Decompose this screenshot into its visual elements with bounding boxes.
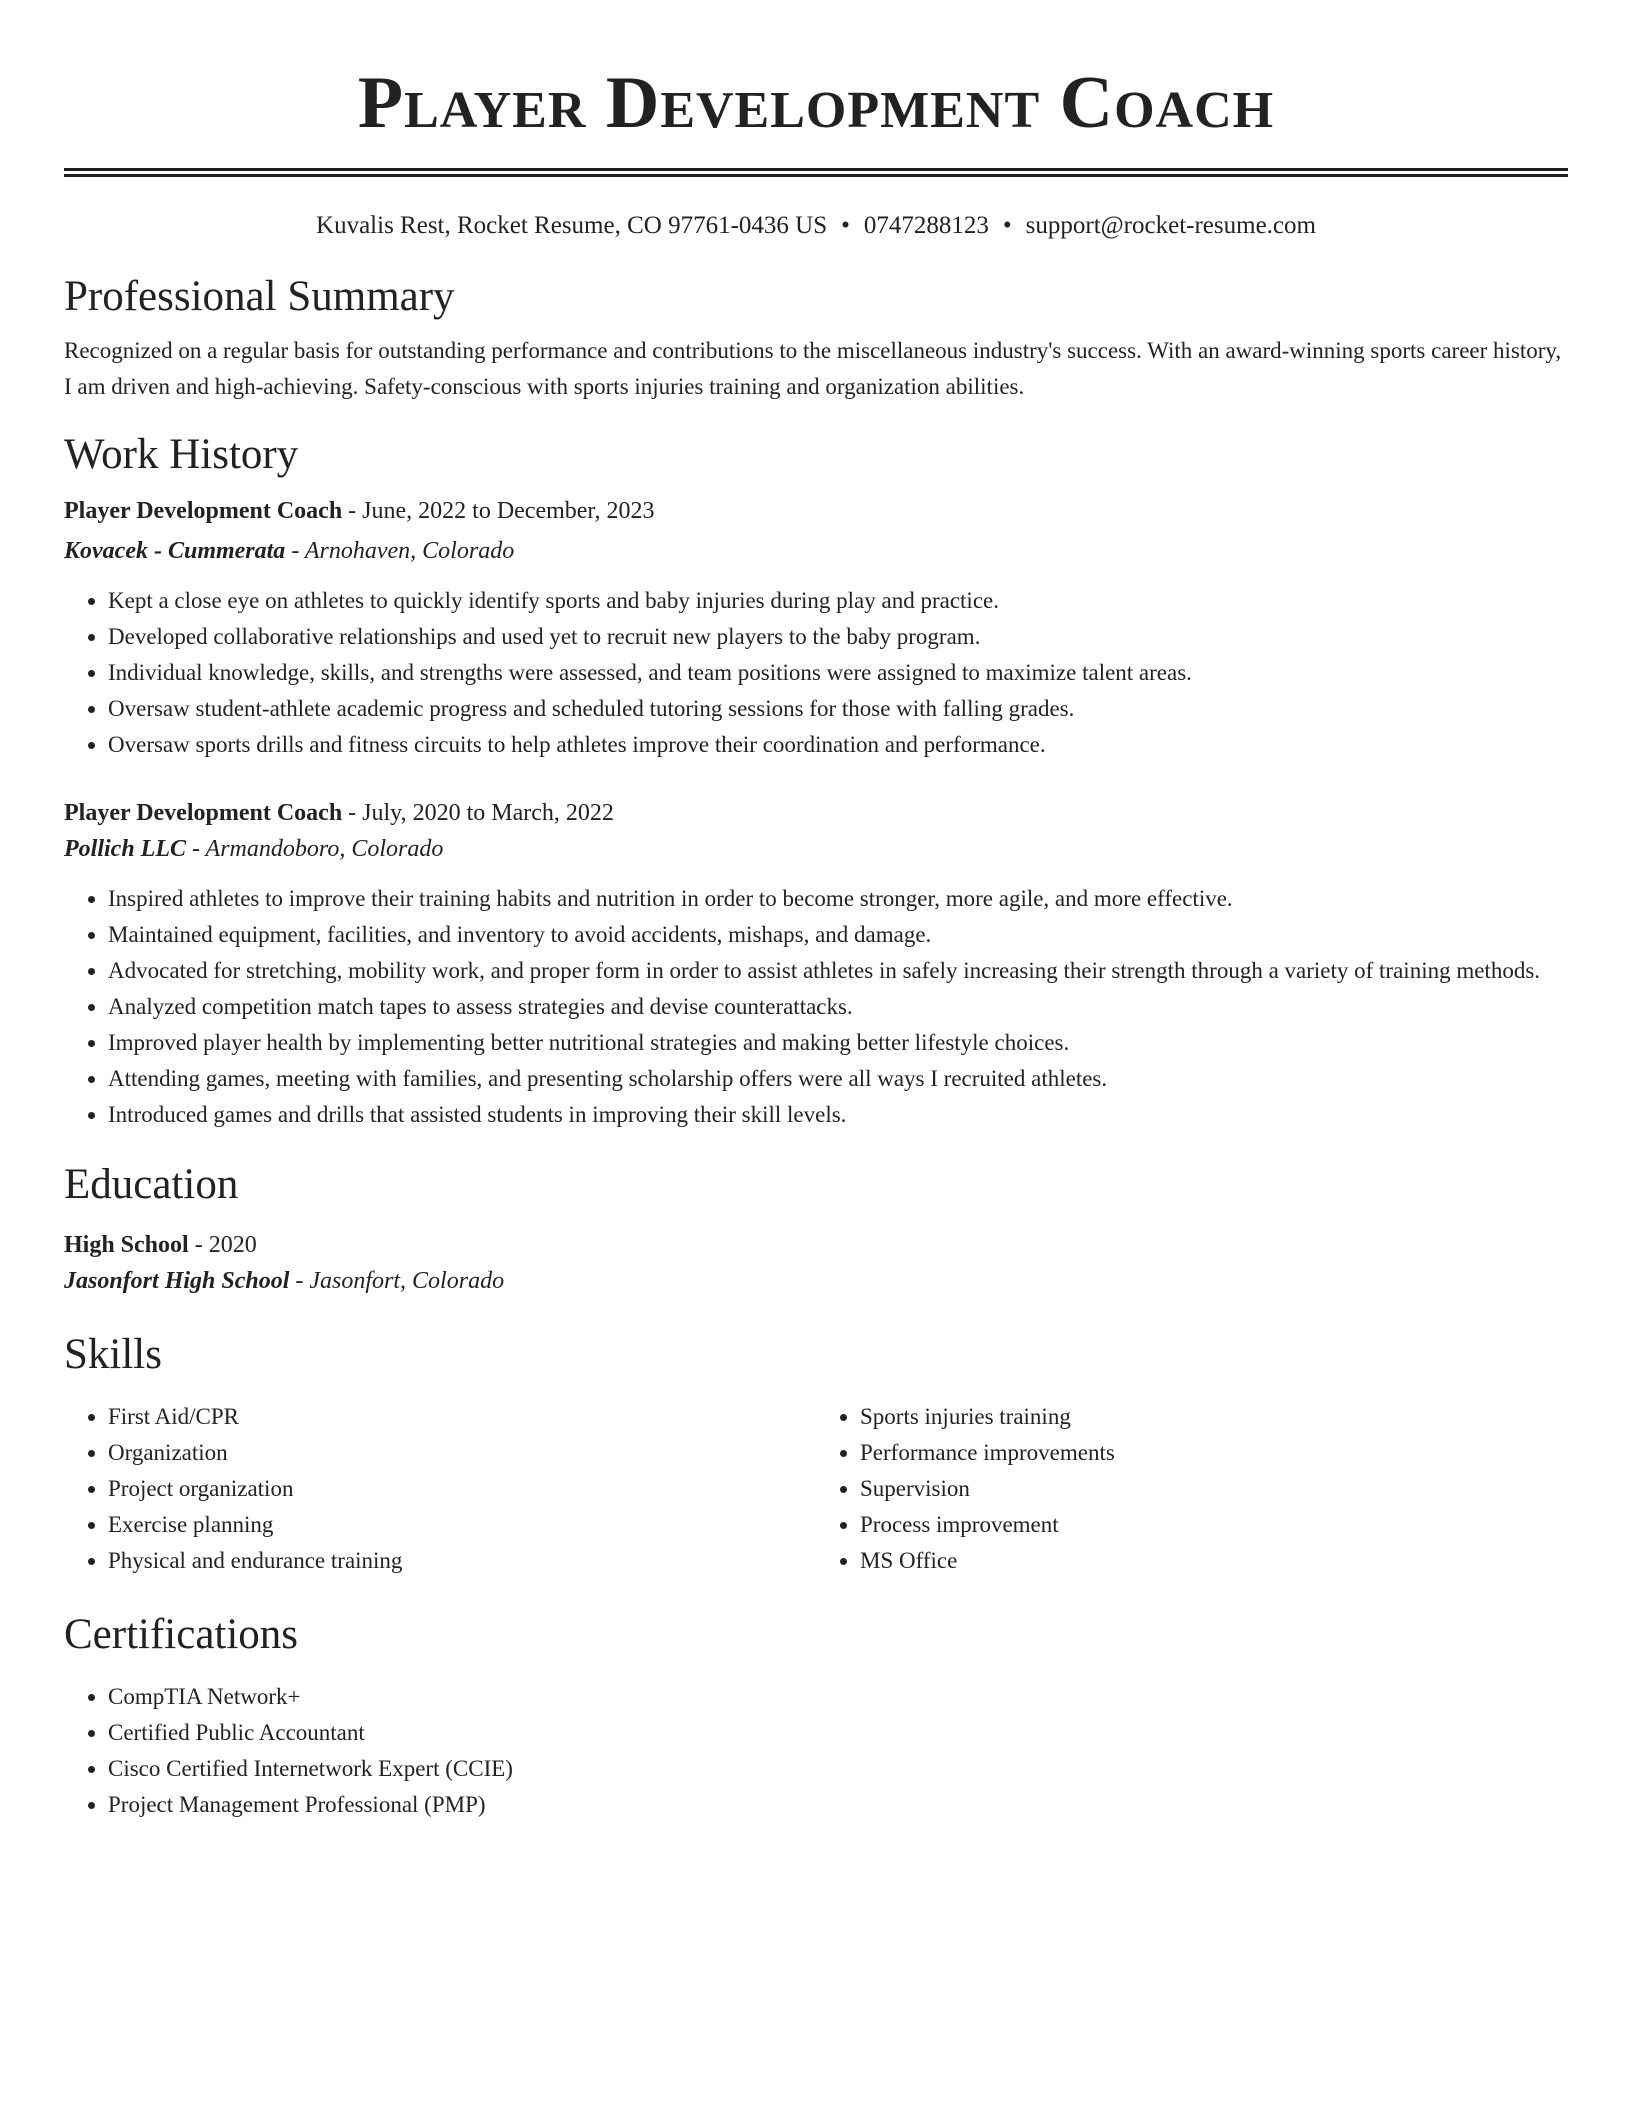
work-history-section: [64, 429, 1568, 1133]
job-role: Player Development Coach: [64, 800, 343, 826]
job-bullet: • Improved player health by implementing better nutritional strategies and making better lifestyle choices.: [108, 1025, 1568, 1061]
job-bullet: • Introduced games and drills that assisted students in improving their skill levels.: [108, 1097, 1568, 1133]
skill-item: • Physical and endurance training: [108, 1543, 816, 1579]
work-history-heading: Work History: [64, 431, 299, 478]
education-school-line: [64, 1263, 1568, 1299]
job-role: Player Development Coach: [64, 498, 343, 524]
resume-name: Player Development Coach: [357, 62, 1275, 144]
skill-item: • Performance improvements: [860, 1435, 1568, 1471]
contact-line: [64, 211, 1568, 241]
contact-separator: •: [1002, 212, 1012, 239]
contact-email[interactable]: support@rocket-resume.com: [1025, 212, 1316, 239]
job-bullet: • Inspired athletes to improve their training habits and nutrition in order to become stronger, more agile, and more effective.: [108, 881, 1568, 917]
education-heading: Education: [64, 1161, 239, 1208]
job-bullet: • Advocated for stretching, mobility work, and proper form in order to assist athletes in safely increasing their strength through a variety of training methods.: [108, 953, 1568, 989]
job-company-line: [64, 533, 1568, 569]
summary-section: [64, 271, 1568, 405]
skill-item: • Organization: [108, 1435, 816, 1471]
job-entry: [64, 795, 1568, 1133]
job-title-line: [64, 795, 1568, 831]
job-bullet: • Maintained equipment, facilities, and inventory to avoid accidents, mishaps, and damage.: [108, 917, 1568, 953]
education-section: [64, 1159, 1568, 1299]
job-dates: - June, 2022 to December, 2023: [342, 498, 655, 524]
skills-list-left: [64, 1399, 816, 1579]
skills-section: [64, 1329, 1568, 1579]
certification-item: • Project Management Professional (PMP): [108, 1787, 1568, 1823]
summary-heading: Professional Summary: [64, 273, 455, 320]
education-degree-line: [64, 1227, 1568, 1263]
certifications-list: [64, 1679, 1568, 1823]
job-location: - Arnohaven, Colorado: [285, 538, 515, 564]
certifications-heading: Certifications: [64, 1611, 299, 1658]
certification-item: • Certified Public Accountant: [108, 1715, 1568, 1751]
skill-item: • Sports injuries training: [860, 1399, 1568, 1435]
education-degree: High School: [64, 1232, 189, 1258]
header-divider: [64, 168, 1568, 177]
certification-item: • Cisco Certified Internetwork Expert (CCIE): [108, 1751, 1568, 1787]
job-bullet: • Analyzed competition match tapes to assess strategies and devise counterattacks.: [108, 989, 1568, 1025]
certifications-section: [64, 1609, 1568, 1823]
job-company-line: [64, 831, 1568, 867]
job-bullet: • Oversaw sports drills and fitness circuits to help athletes improve their coordination and performance.: [108, 727, 1568, 763]
contact-separator: •: [841, 212, 850, 239]
job-entry: [64, 493, 1568, 763]
job-bullet: • Individual knowledge, skills, and strengths were assessed, and team positions were assigned to maximize talent areas.: [108, 655, 1568, 691]
contact-address: Kuvalis Rest, Rocket Resume, CO 97761-0436 US: [316, 212, 828, 239]
skills-columns: [64, 1399, 1568, 1579]
skill-item: • First Aid/CPR: [108, 1399, 816, 1435]
job-bullet: • Oversaw student-athlete academic progress and scheduled tutoring sessions for those with falling grades.: [108, 691, 1568, 727]
job-bullet: • Attending games, meeting with families, and presenting scholarship offers were all ways I recruited athletes.: [108, 1061, 1568, 1097]
skills-heading: Skills: [64, 1331, 162, 1378]
job-bullets: [64, 583, 1568, 763]
education-year: - 2020: [188, 1232, 257, 1258]
skill-item: • Supervision: [860, 1471, 1568, 1507]
job-company: Kovacek - Cummerata: [64, 538, 286, 564]
skills-list-right: [816, 1399, 1568, 1579]
education-school: Jasonfort High School: [64, 1268, 290, 1294]
job-location: - Armandoboro, Colorado: [186, 836, 444, 862]
job-bullet: • Kept a close eye on athletes to quickly identify sports and baby injuries during play and practice.: [108, 583, 1568, 619]
job-bullet: • Developed collaborative relationships and used yet to recruit new players to the baby program.: [108, 619, 1568, 655]
skill-item: • Process improvement: [860, 1507, 1568, 1543]
skill-item: • Project organization: [108, 1471, 816, 1507]
job-bullets: [64, 881, 1568, 1133]
contact-phone[interactable]: 0747288123: [863, 212, 989, 239]
job-title-line: [64, 493, 1568, 529]
skill-item: • MS Office: [860, 1543, 1568, 1579]
job-dates: - July, 2020 to March, 2022: [342, 800, 614, 826]
education-location: - Jasonfort, Colorado: [289, 1268, 505, 1294]
summary-text: Recognized on a regular basis for outstanding performance and contributions to the miscellaneous industry's success. With an award-winning sports career history, I am driven and high-achieving. Safety-conscious with sports injuries training and organization abilities.: [64, 338, 1562, 399]
certification-item: • CompTIA Network+: [108, 1679, 1568, 1715]
job-company: Pollich LLC: [64, 836, 186, 862]
skill-item: • Exercise planning: [108, 1507, 816, 1543]
